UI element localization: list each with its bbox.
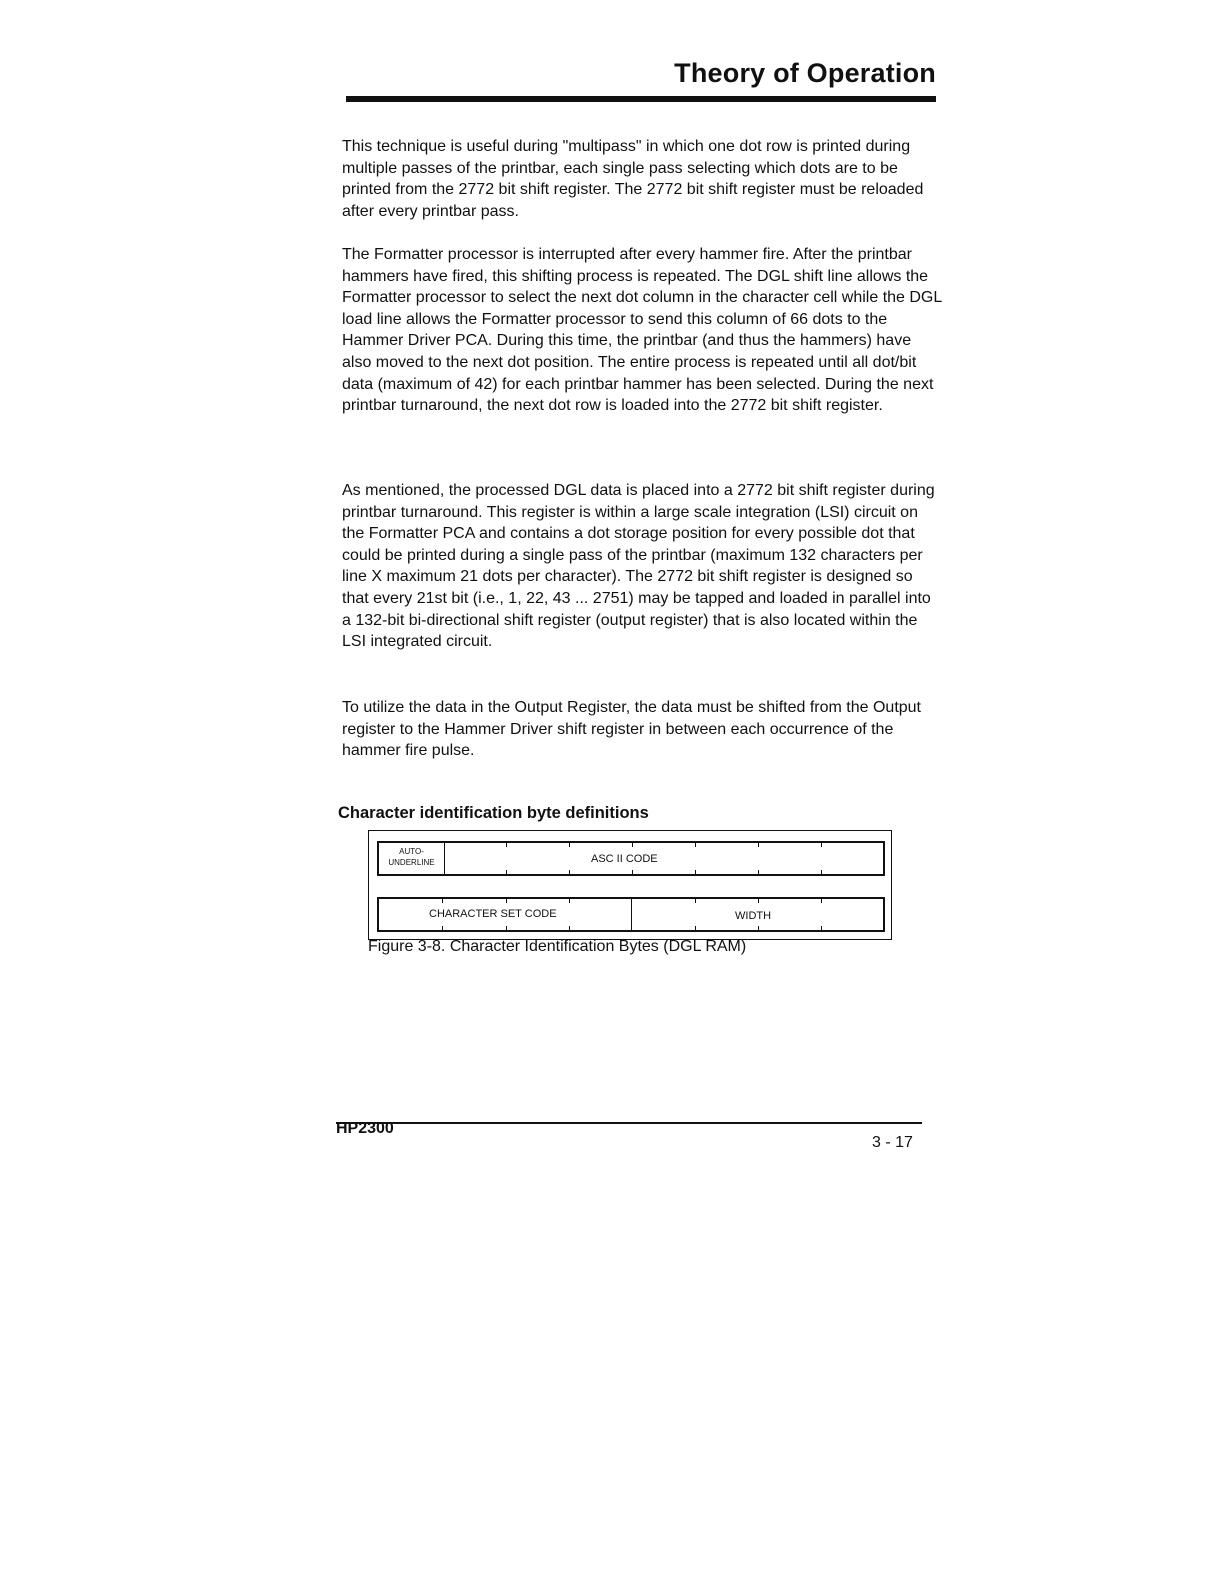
bit-tick	[695, 899, 696, 903]
bit-tick	[758, 899, 759, 903]
header-rule	[346, 96, 936, 102]
bit-tick	[632, 870, 633, 874]
bit-tick	[758, 870, 759, 874]
bit-tick	[569, 926, 570, 930]
bit-tick	[695, 843, 696, 847]
bit-tick	[758, 843, 759, 847]
bit-tick	[506, 926, 507, 930]
figure-heading: Character identification byte definitions	[338, 804, 649, 822]
bit-tick	[821, 926, 822, 930]
paragraph-formatter-interrupt	[342, 244, 942, 417]
ascii-code-label: ASC II CODE	[591, 853, 658, 865]
paragraph-text: To utilize the data in the Output Register, the data must be shifted from the Output register to the Hammer Driver shift register in between each occurrence of the hammer fire pulse.	[342, 699, 921, 760]
byte-diagram	[368, 830, 892, 940]
bit-tick	[442, 926, 443, 930]
bit-tick	[506, 899, 507, 903]
bit-tick	[569, 843, 570, 847]
figure-caption: Figure 3-8. Character Identification Bytes (DGL RAM)	[368, 938, 747, 955]
paragraph-text: As mentioned, the processed DGL data is placed into a 2772 bit shift register during printbar turnaround. This register is within a large scale integration (LSI) circuit on the Formatter PCA and contains a dot storage position for every possible dot that could be printed during a single pass of the printbar (maximum 132 characters per line X maximum 21 dots per character). The 2772 bit shift register is designed so that every 21st bit (i.e., 1, 22, 43 ... 2751) may be tapped and loaded in parallel into a 132-bit bi-directional shift register (output register) that is also located within the LSI integrated circuit.	[342, 482, 935, 651]
bit-tick	[506, 843, 507, 847]
bit-tick	[569, 870, 570, 874]
paragraph-output-register	[342, 697, 942, 762]
bit-divider	[444, 843, 445, 874]
bit-tick	[695, 926, 696, 930]
bit-tick	[758, 926, 759, 930]
page-number: 3 - 17	[872, 1134, 913, 1151]
footer-rule	[336, 1122, 922, 1124]
character-set-code-label: CHARACTER SET CODE	[429, 908, 557, 920]
bit-tick	[695, 870, 696, 874]
auto-label-line2: UNDERLINE	[388, 858, 435, 867]
bit-tick	[569, 899, 570, 903]
paragraph-multipass	[342, 136, 942, 222]
bit-tick	[821, 899, 822, 903]
auto-label-line1: AUTO-	[399, 847, 424, 856]
width-label: WIDTH	[735, 910, 772, 922]
bit-tick	[632, 843, 633, 847]
page-title: Theory of Operation	[674, 58, 936, 88]
auto-underline-label	[379, 846, 444, 868]
byte-1-box	[377, 841, 885, 876]
paragraph-text: The Formatter processor is interrupted after every hammer fire. After the printbar hammers have fired, this shifting process is repeated. The DGL shift line allows the Formatter processor to select the next dot column in the character cell while the DGL load line allows the Formatter processor to send this column of 66 dots to the Hammer Driver PCA. During this time, the printbar (and thus the hammers) have also moved to the next dot position. The entire process is repeated until all dot/bit data (maximum of 42) for each printbar hammer has been selected. During the next printbar turnaround, the next dot row is loaded into the 2772 bit shift register.	[342, 246, 942, 415]
paragraph-text: This technique is useful during "multipass" in which one dot row is printed during multiple passes of the printbar, each single pass selecting which dots are to be printed from the 2772 bit shift register. The 2772 bit shift register must be reloaded after every printbar pass.	[342, 138, 924, 220]
field-divider	[631, 899, 632, 930]
bit-tick	[506, 870, 507, 874]
footer-model: HP2300	[336, 1120, 394, 1137]
byte-2-box	[377, 897, 885, 932]
bit-tick	[442, 899, 443, 903]
bit-tick	[821, 843, 822, 847]
bit-tick	[821, 870, 822, 874]
paragraph-shift-register	[342, 480, 942, 653]
